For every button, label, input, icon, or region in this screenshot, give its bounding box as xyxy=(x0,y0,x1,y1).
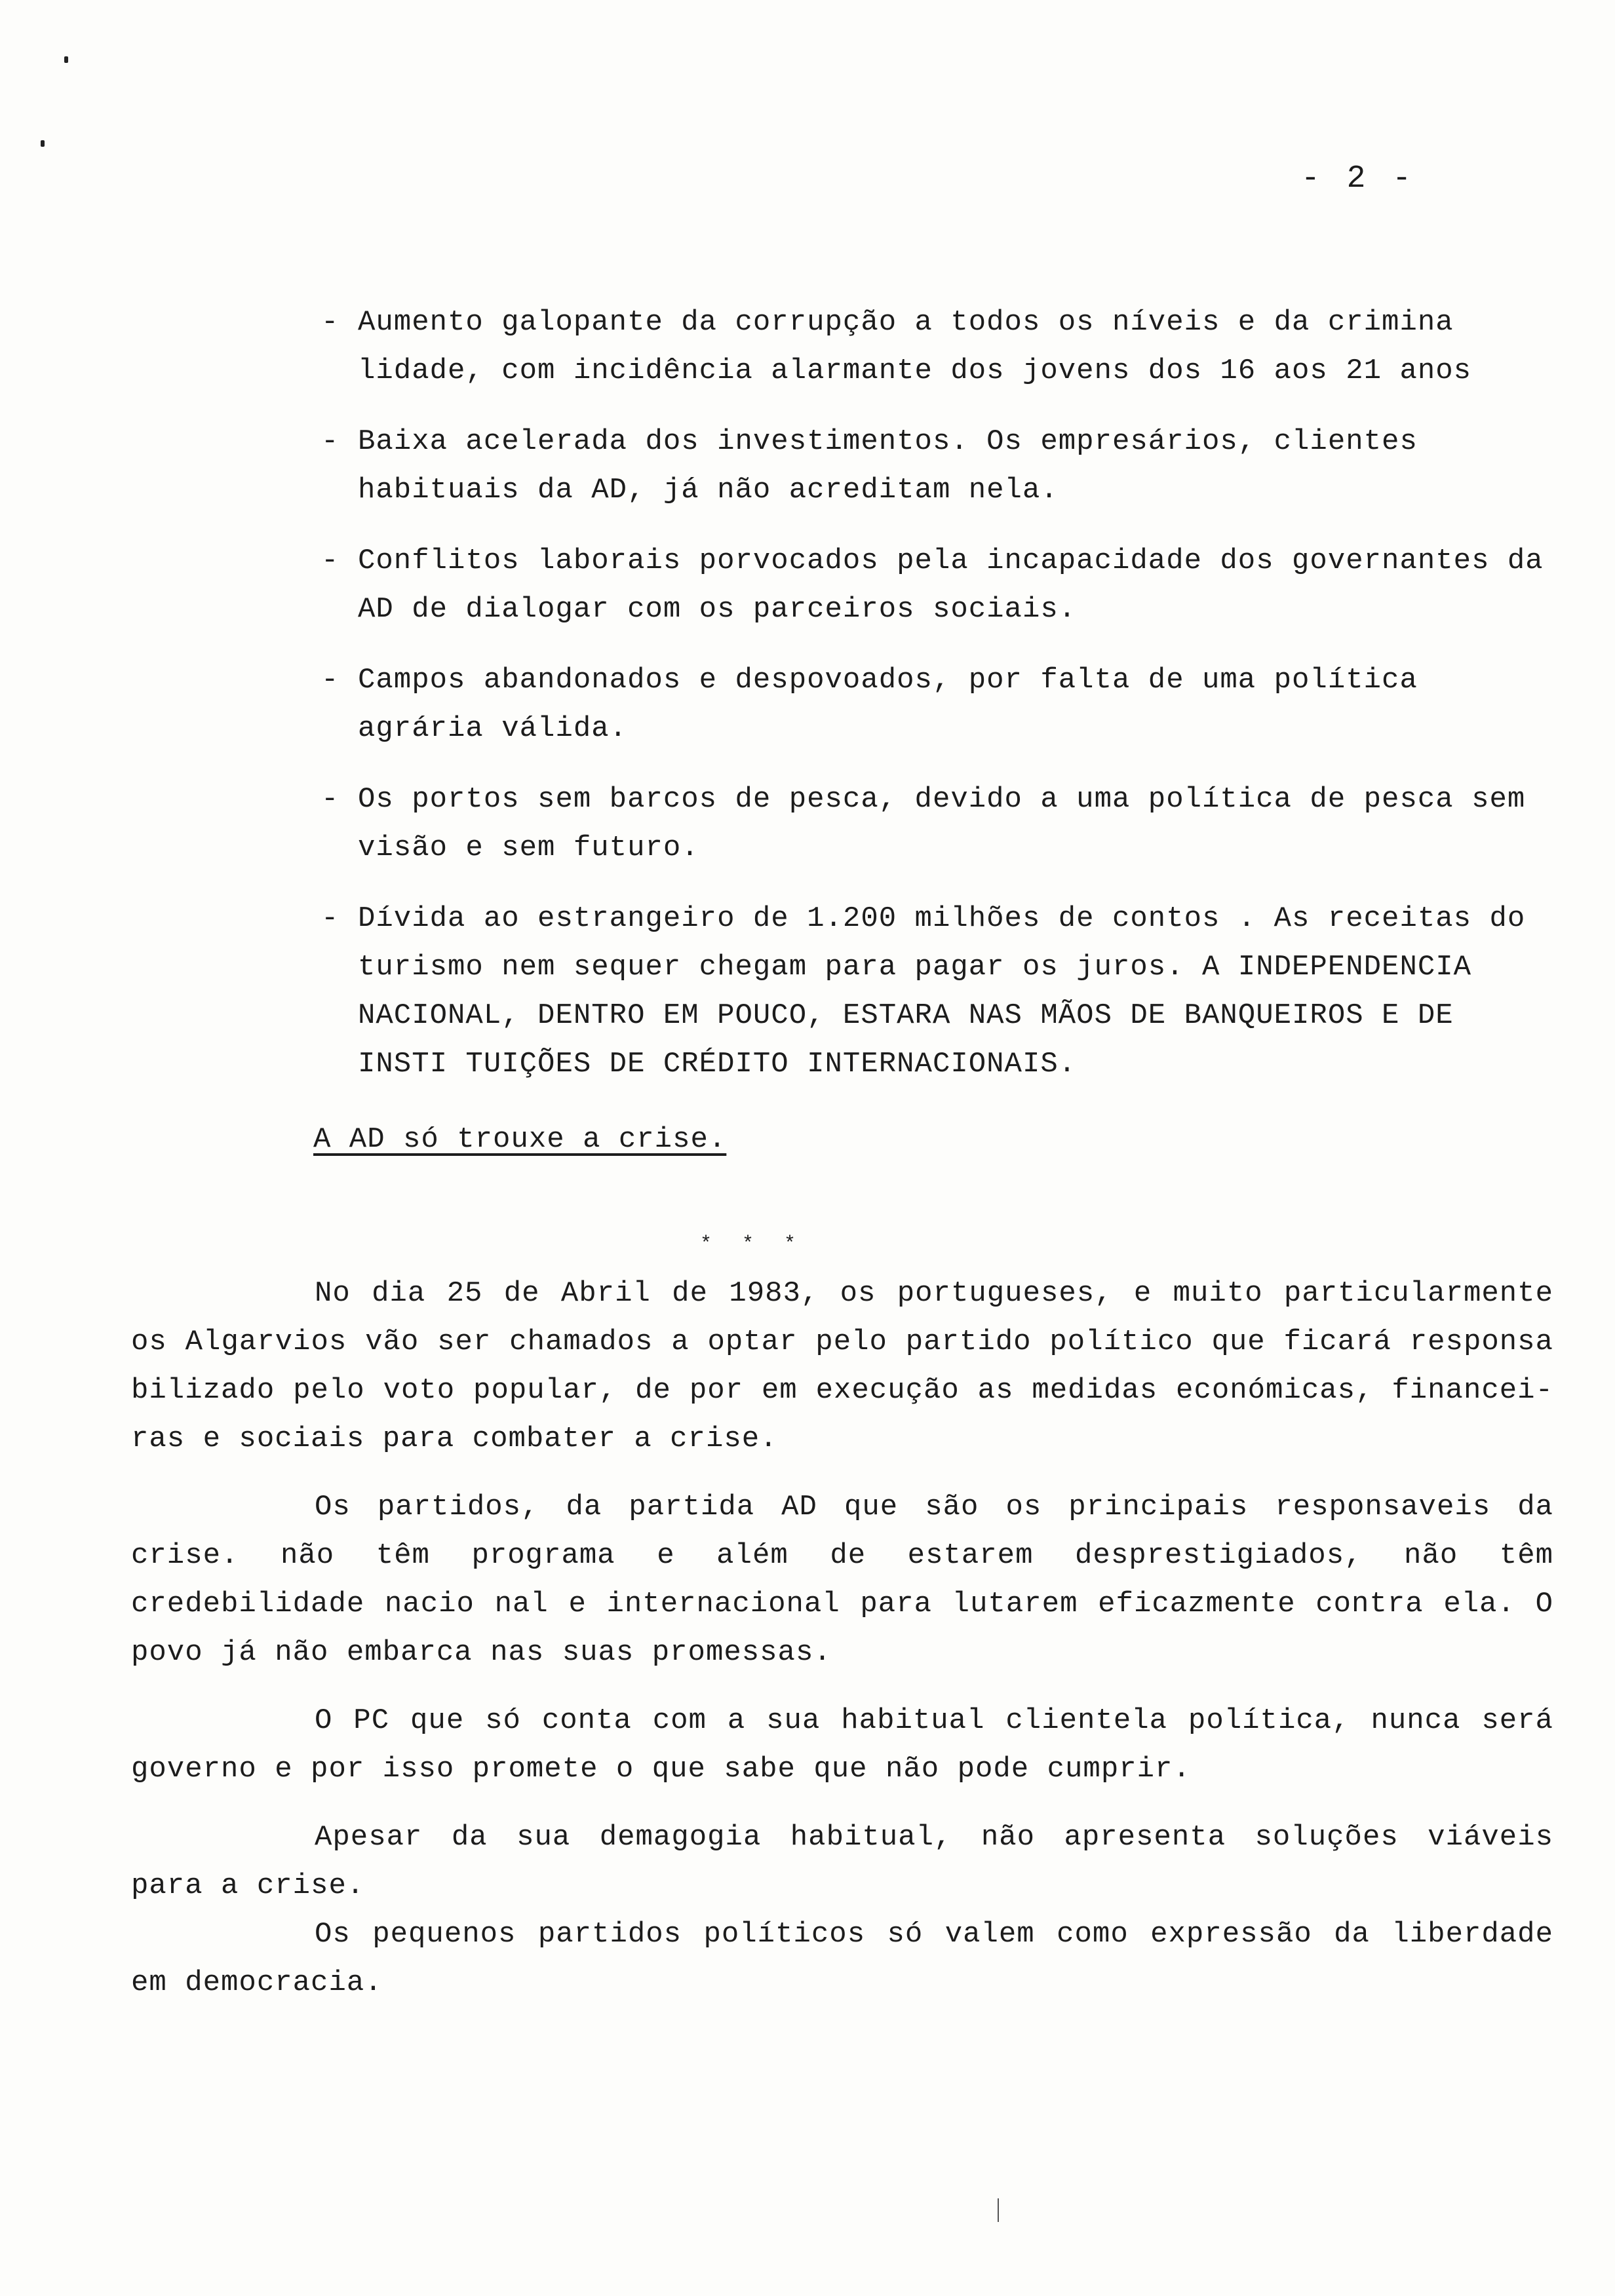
bullet-text: Conflitos laborais porvocados pela incapacidade dos governantes da AD de dialogar com os parceiros sociais. xyxy=(358,545,1544,626)
list-item xyxy=(321,537,1560,634)
paragraph: Os partidos, da partida AD que são os principais responsaveis da crise. não têm programa e além de estarem desprestigiados, não têm credebilidade nacio nal e internacional para lutarem eficazmente contra ela. O povo já não embarca nas suas promessas. xyxy=(131,1491,1553,1669)
list-item xyxy=(321,656,1560,753)
bullet-dash: - xyxy=(321,545,340,577)
bullet-dash: - xyxy=(321,425,340,458)
list-item xyxy=(321,298,1560,395)
list-item xyxy=(321,894,1560,1088)
bullet-dash: - xyxy=(321,783,340,816)
paragraph: O PC que só conta com a sua habitual clientela política, nunca será governo e por isso promete o que sabe que não pode cumprir. xyxy=(131,1704,1553,1786)
bullet-dash: - xyxy=(321,664,340,697)
bullet-text: Aumento galopante da corrupção a todos os níveis e da crimina lidade, com incidência alarmante dos jovens dos 16 aos 21 anos xyxy=(358,306,1472,387)
list-item xyxy=(321,775,1560,872)
bullet-dash: - xyxy=(321,902,340,935)
paragraph: Apesar da sua demagogia habitual, não apresenta soluções viáveis para a crise. xyxy=(131,1821,1553,1902)
bullet-text: Os portos sem barcos de pesca, devido a uma política de pesca sem visão e sem futuro. xyxy=(358,783,1526,864)
paragraph: No dia 25 de Abril de 1983, os portugueses, e muito particularmente os Algarvios vão ser chamados a optar pelo partido político que ficará responsa bilizado pelo voto popular, de por em execução as medidas económicas, financei- ras e sociais para combater a crise. xyxy=(131,1277,1553,1455)
scan-artifact-line xyxy=(998,2198,999,2222)
page-number: - 2 - xyxy=(1301,161,1416,197)
bullet-list xyxy=(321,298,1560,1111)
stray-ink-mark xyxy=(64,56,68,63)
list-item xyxy=(321,417,1560,514)
bullet-text: Campos abandonados e despovoados, por falta de uma política agrária válida. xyxy=(358,664,1418,745)
paragraph: Os pequenos partidos políticos só valem como expressão da liberdade em democracia. xyxy=(131,1918,1553,1999)
bullet-dash: - xyxy=(321,306,340,339)
section-separator: * * * xyxy=(700,1233,806,1255)
body-text xyxy=(131,1269,1553,2027)
bullet-text: Baixa acelerada dos investimentos. Os empresários, clientes habituais da AD, já não acreditam nela. xyxy=(358,425,1418,507)
bullet-text: Dívida ao estrangeiro de 1.200 milhões de contos . As receitas do turismo nem sequer chegam para pagar os juros. A INDEPENDENCIA NACIONAL, DENTRO EM POUCO, ESTARA NAS MÃOS DE BANQUEIROS E DE INSTI TUIÇÕES DE CRÉDITO INTERNACIONAIS. xyxy=(358,902,1526,1081)
stray-ink-mark xyxy=(41,140,45,147)
conclusion-heading: A AD só trouxe a crise. xyxy=(313,1123,727,1156)
